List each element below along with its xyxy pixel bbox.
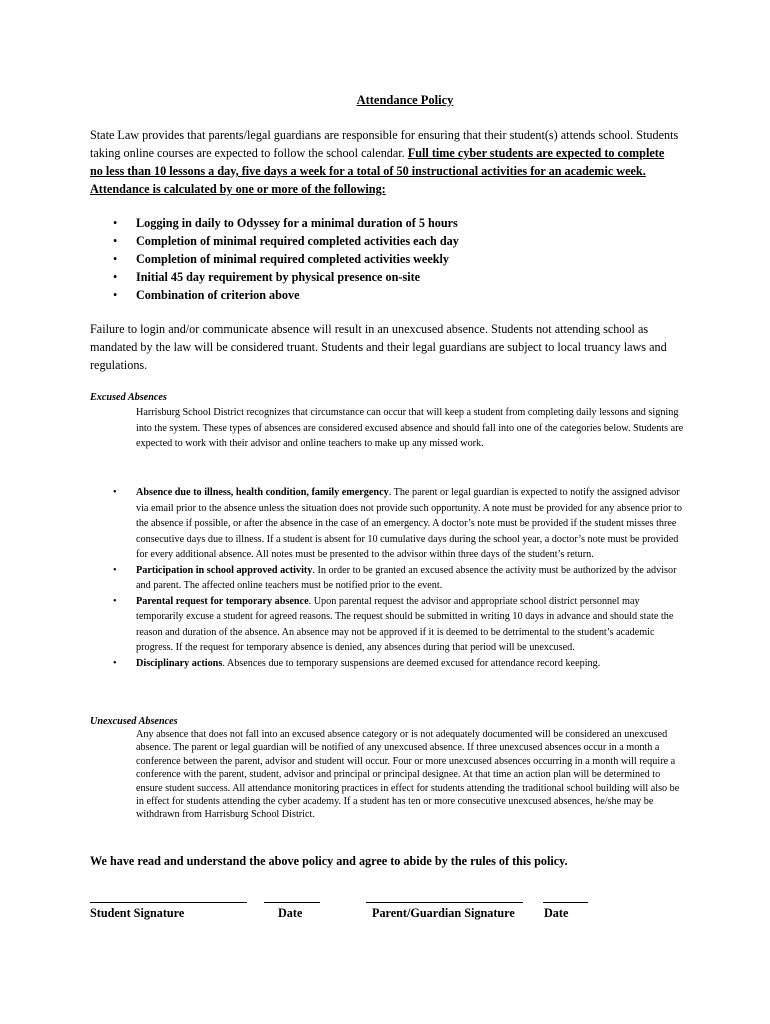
criteria-item: • Completion of minimal required completed activities weekly <box>90 250 670 268</box>
excused-categories-list <box>90 485 684 671</box>
excused-item-text: . Absences due to temporary suspensions are deemed excused for attendance record keeping. <box>222 657 601 669</box>
excused-item-label: Disciplinary actions <box>136 657 223 669</box>
page-title: Attendance Policy <box>356 93 454 107</box>
parent-signature-line[interactable] <box>366 902 523 903</box>
intro-plain-text: State Law provides that parents/legal guardians are responsible for ensuring that their student(s) attends school. Students taking online courses are expected to follow the school calendar. <box>90 128 679 160</box>
intro-bold-text: Full time cyber students are expected to complete no less than 10 lessons a day, five days a week for a total of 50 instructional activities for an academic week. Attendance is calculated by one or more of the following: <box>90 146 665 196</box>
unexcused-paragraph: Any absence that does not fall into an excused absence category or is not adequately documented will be considered an unexcused absence. The parent or legal guardian will be notified of any unexcused absence. If three unexcused absences occur in a month a conference between the parent, advisor and student will occur. Four or more unexcused absences occurring in a month will require a conference with the parent, student, advisor and principal or principal designee. At that time an action plan will be determined to ensure student success. All attendance monitoring practices in effect for students attending the traditional school building will also be in effect for students attending the cyber academy. If a student has ten or more consecutive unexcused absences, he/she may be withdrawn from Harrisburg School District. <box>136 729 680 821</box>
criteria-item: • Completion of minimal required completed activities each day <box>90 232 670 250</box>
excused-heading: Excused Absences <box>90 392 167 403</box>
excused-intro: Harrisburg School District recognizes that circumstance can occur that will keep a student from completing daily lessons and signing into the system. These types of absences are considered excused absence and should fall into one of the categories below. Students are expected to work with their advisor and online teachers to make up any missed work. <box>136 407 684 449</box>
excused-item <box>90 563 684 594</box>
excused-item-text: . In order to be granted an excused absence the activity must be authorized by the advisor and parent. The affected online teachers must be notified prior to the event. <box>136 564 677 591</box>
criteria-item: • Initial 45 day requirement by physical presence on-site <box>90 268 670 286</box>
excused-item-text: . Upon parental request the advisor and appropriate school district personnel may temporarily excuse a student for agreed reasons. The request should be submitted in writing 10 days in advance and should state the reason and duration of the absence. An absence may not be approved if it is deemed to be detrimental to the student’s academic progress. If the request for temporary absence is denied, any absences during that period will be unexcused. <box>136 595 674 653</box>
failure-paragraph: Failure to login and/or communicate absence will result in an unexcused absence. Students not attending school as mandated by the law will be considered truant. Students and their legal guardians are subject to local truancy laws and regulations. <box>90 322 667 372</box>
excused-item <box>90 656 684 672</box>
parent-signature-label: Parent/Guardian Signature <box>372 906 515 920</box>
attendance-criteria-list <box>90 214 670 304</box>
agreement-statement: We have read and understand the above policy and agree to abide by the rules of this policy. <box>90 854 568 868</box>
parent-date-label: Date <box>544 906 569 920</box>
criteria-item: • Logging in daily to Odyssey for a minimal duration of 5 hours <box>90 214 670 232</box>
intro-paragraph <box>90 126 680 198</box>
unexcused-heading: Unexcused Absences <box>90 716 178 727</box>
student-signature-line[interactable] <box>90 902 247 903</box>
criteria-item: • Combination of criterion above <box>90 286 670 304</box>
excused-item-label: Absence due to illness, health condition, family emergency <box>136 487 389 498</box>
parent-date-line[interactable] <box>543 902 588 903</box>
excused-item-text: . The parent or legal guardian is expected to notify the assigned advisor via email prior to the absence unless the situation does not provide such opportunity. A note must be provided for any absence prior to the absence if possible, or after the absence in the case of an emergency. A doctor’s note must be provided if the student misses three consecutive days due to illness. If a student is absent for 10 cumulative days during the school year, a doctor’s note must be provided for every additional absence. All notes must be presented to the advisor within three days of the student’s return. <box>136 487 682 560</box>
student-date-line[interactable] <box>264 902 320 903</box>
excused-item-label: Parental request for temporary absence <box>136 595 309 607</box>
excused-item <box>90 594 684 656</box>
excused-item-label: Participation in school approved activity <box>136 564 313 576</box>
excused-item <box>90 485 684 563</box>
student-date-label: Date <box>278 906 303 920</box>
student-signature-label: Student Signature <box>90 906 185 920</box>
